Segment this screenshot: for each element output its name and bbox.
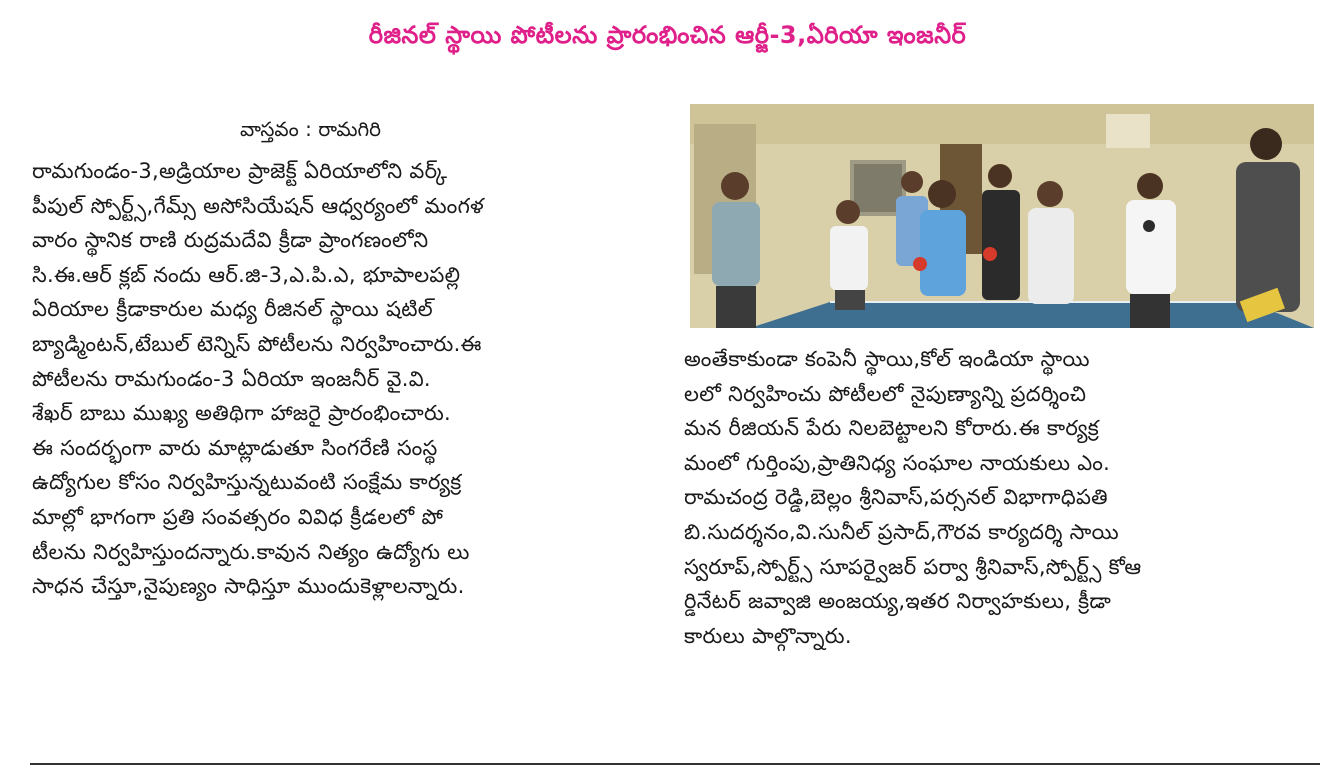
text-line: అంతేకాకుండా కంపెనీ స్థాయి,కోల్ ఇండియా స్థాయి bbox=[684, 347, 1090, 371]
article-column-right bbox=[684, 342, 1324, 653]
text-line: టీలను నిర్వహిస్తుందన్నారు.కావున నిత్యం ఉద్యోగు లు bbox=[32, 539, 470, 564]
text-line: కారులు పాల్గొన్నారు. bbox=[684, 623, 852, 648]
text-line: రామచంద్ర రెడ్డి,బెల్లం శ్రీనివాస్,పర్సనల్ విభాగాధిపతి bbox=[684, 485, 1108, 510]
bottom-divider bbox=[30, 763, 1320, 765]
text-line: ర్డినేటర్ జవ్వాజి అంజయ్య,ఇతర నిర్వాహకులు, క్రీడా bbox=[684, 589, 1112, 614]
text-line: వారం స్థానిక రాణి రుద్రమదేవి క్రీడా ప్రాంగణంలోని bbox=[32, 228, 429, 253]
text-line: స్వరూప్,స్పోర్ట్స్ సూపర్వైజర్ పర్వా శ్రీనివాస్,స్పోర్ట్స్ కోఆ bbox=[684, 554, 1142, 579]
text-line: ఉద్యోగుల కోసం నిర్వహిస్తున్నటువంటి సంక్షేమ కార్యక్ర bbox=[32, 470, 462, 495]
article-column-left bbox=[32, 154, 672, 604]
text-line: మన రీజియన్ పేరు నిలబెట్టాలని కోరారు.ఈ కార్యక్ర bbox=[684, 416, 1099, 441]
text-line: ఏరియాల క్రీడాకారుల మధ్య రీజినల్ స్థాయి షటిల్ bbox=[32, 297, 433, 322]
text-line: పోటీలను రామగుండం-3 ఏరియా ఇంజనీర్ వై.వి. bbox=[32, 366, 431, 391]
text-line: పీపుల్ స్పోర్ట్స్,గేమ్స్ అసోసియేషన్ ఆధ్వర్యంలో మంగళ bbox=[32, 193, 484, 218]
news-photo bbox=[690, 104, 1314, 328]
dateline: వాస్తవం : రామగిరి bbox=[240, 117, 381, 141]
text-line: సి.ఈ.ఆర్ క్లబ్ నందు ఆర్.జి-3,ఎ.పి.ఎ, భూపాలపల్లి bbox=[32, 262, 461, 287]
text-line: మంలో గుర్తింపు,ప్రాతినిధ్య సంఘాల నాయకులు ఎం. bbox=[684, 450, 1111, 475]
photo-illustration bbox=[690, 104, 1314, 328]
text-line: సాధన చేస్తూ,నైపుణ్యం సాధిస్తూ ముందుకెళ్లాలన్నారు. bbox=[32, 574, 465, 599]
text-line: ఈ సందర్భంగా వారు మాట్లాడుతూ సింగరేణి సంస్థ bbox=[32, 435, 438, 460]
headline: రీజినల్ స్థాయి పోటీలను ప్రారంభించిన ఆర్జీ-3,ఏరియా ఇంజనీర్ bbox=[368, 21, 967, 49]
text-line: లలో నిర్వహించు పోటీలలో నైపుణ్యాన్ని ప్రదర్శించి bbox=[684, 381, 1087, 406]
text-line: బ్యాడ్మింటన్,టేబుల్ టెన్నిస్ పోటీలను నిర్వహించారు.ఈ bbox=[32, 331, 482, 356]
text-line: రామగుండం-3,అడ్రియాల ప్రాజెక్ట్ ఏరియాలోని వర్క్ bbox=[32, 159, 448, 183]
text-line: మాల్లో భాగంగా ప్రతి సంవత్సరం వివిధ క్రీడలలో పో bbox=[32, 504, 444, 529]
text-line: బి.సుదర్శనం,వి.సునీల్ ప్రసాద్,గౌరవ కార్యదర్శి సాయి bbox=[684, 519, 1119, 544]
text-line: శేఖర్ బాబు ముఖ్య అతిథిగా హాజరై ప్రారంభించారు. bbox=[32, 401, 452, 426]
